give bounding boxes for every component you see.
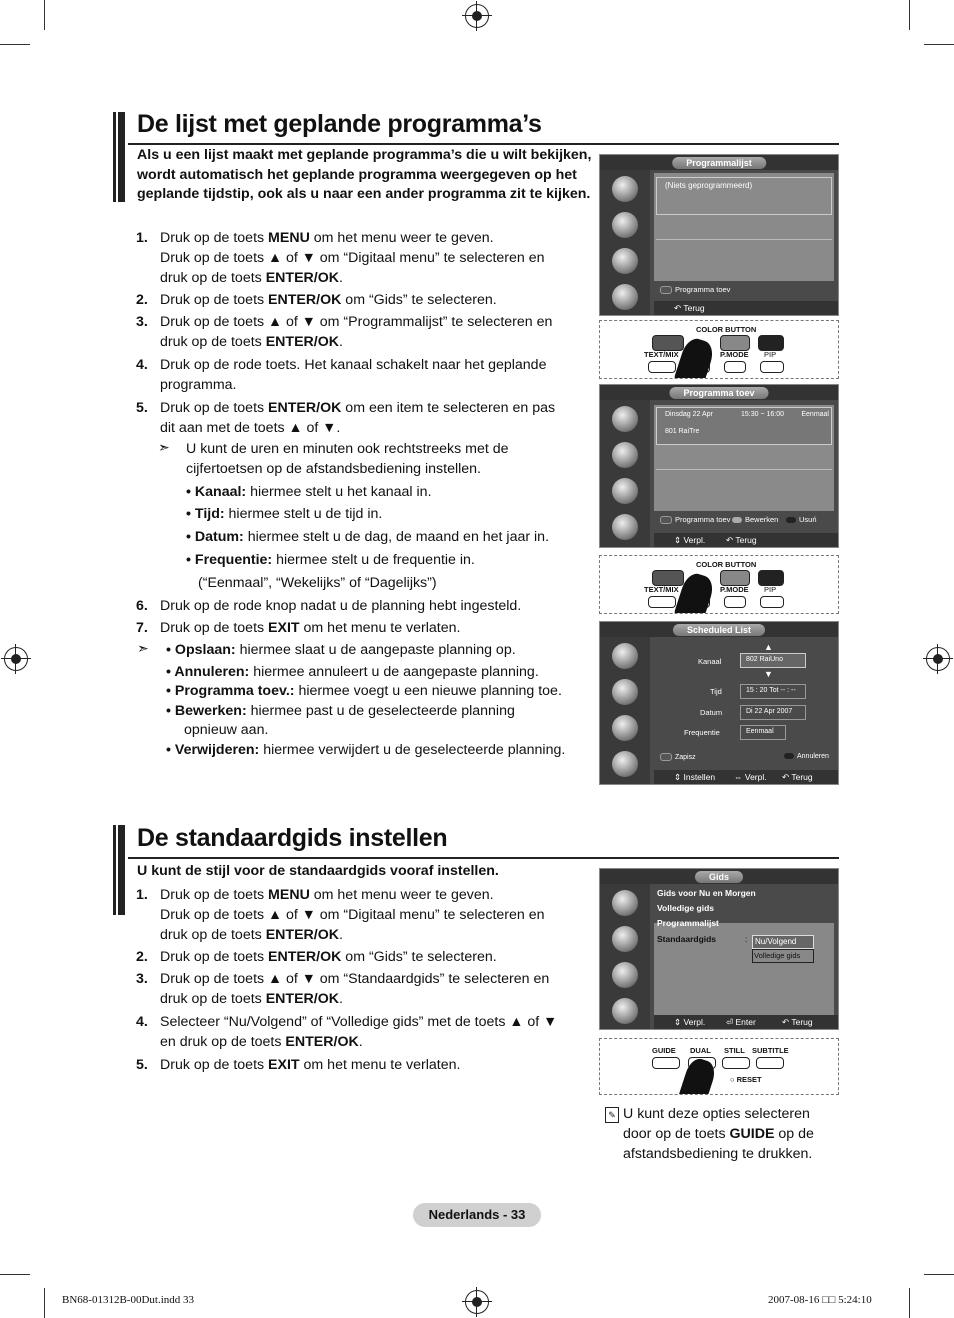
section-bar (113, 825, 125, 915)
down-arrow-icon: ▼ (764, 669, 773, 679)
step-number: 4. (136, 357, 148, 373)
registration-mark-icon (465, 1290, 489, 1314)
save-button[interactable]: Zapisz (660, 753, 696, 761)
tv-screen-scheduled-list (599, 621, 839, 785)
step-text: Druk op de toets MENU om het menu weer te geven. (160, 230, 494, 246)
note-text: U kunt deze opties selecteren (623, 1106, 810, 1122)
menu-icon (612, 478, 638, 504)
menu-icon (612, 176, 638, 202)
tip-text: U kunt de uren en minuten ook rechtstreeks met de (186, 441, 509, 457)
intro-text: Als u een lijst maakt met geplande programma’s die u wilt bekijken, wordt automatisch het geplande programma weergegeven op het geplande tijdstip, ook als u naar een ander programma zit te kijken. (137, 147, 592, 202)
date-field[interactable]: Di 22 Apr 2007 (740, 705, 806, 720)
option-nu-volgend[interactable]: Nu/Volgend (752, 935, 814, 949)
delete-button[interactable]: Usuń (786, 515, 817, 524)
menu-icon (612, 679, 638, 705)
move-hint: ⇕ Verpl. (674, 535, 706, 545)
back-button[interactable]: ↶ Terug (782, 772, 813, 782)
page-number: Nederlands - 33 (413, 1203, 541, 1227)
tv-screen-programma-toev (599, 384, 839, 548)
step-number: 3. (136, 971, 148, 987)
menu-icon (612, 926, 638, 952)
section-rule (128, 857, 839, 859)
crop-mark (0, 1274, 30, 1275)
menu-item[interactable]: Gids voor Nu en Morgen (657, 888, 756, 898)
still-button[interactable] (722, 1057, 750, 1069)
up-arrow-icon: ▲ (764, 642, 773, 652)
section-title: De lijst met geplande programma’s (137, 110, 542, 138)
action-item: • Programma toev.: hiermee voegt u een nieuwe planning toe. (166, 683, 562, 699)
enter-hint: ⏎ Enter (726, 1017, 756, 1027)
menu-icon (612, 284, 638, 310)
menu-icon (612, 962, 638, 988)
blue-button[interactable] (758, 570, 784, 586)
tip-text: cijfertoetsen op de afstandsbediening instellen. (186, 461, 481, 477)
menu-icon (612, 751, 638, 777)
step-text: Druk op de toets EXIT om het menu te verlaten. (160, 620, 461, 636)
step-text: programma. (160, 377, 237, 393)
menu-item[interactable]: Standaardgids (657, 934, 717, 944)
step-number: 7. (136, 620, 148, 636)
step-text: Druk op de toets ▲ of ▼ om “Programmalijst” te selecteren en (160, 314, 553, 330)
field-item: • Kanaal: hiermee stelt u het kanaal in. (186, 484, 432, 500)
step-text: en druk op de toets ENTER/OK. (160, 1034, 363, 1050)
action-item: opnieuw aan. (184, 722, 269, 738)
step-text: druk op de toets ENTER/OK. (160, 334, 343, 350)
step-text: druk op de toets ENTER/OK. (160, 927, 343, 943)
back-button[interactable]: ↶ Terug (674, 303, 705, 313)
file-slug: BN68-01312B-00Dut.indd 33 (62, 1294, 194, 1306)
reset-label: ○ RESET (730, 1075, 762, 1084)
step-number: 3. (136, 314, 148, 330)
note-icon: ✎ (605, 1107, 619, 1123)
action-item: • Verwijderen: hiermee verwijdert u de geselecteerde planning. (166, 742, 566, 758)
menu-icon (612, 643, 638, 669)
menu-icon (612, 998, 638, 1024)
step-number: 6. (136, 598, 148, 614)
field-item: • Frequentie: hiermee stelt u de frequentie in. (186, 552, 475, 568)
blue-button[interactable] (758, 335, 784, 351)
field-label: Datum (700, 708, 723, 717)
step-text: Selecteer “Nu/Volgend” of “Volledige gids” met de toets ▲ of ▼ (160, 1014, 558, 1030)
program-add-button[interactable]: Programma toev (660, 285, 730, 294)
crop-mark (44, 0, 45, 30)
red-button[interactable] (652, 570, 684, 586)
crop-mark (0, 44, 30, 45)
step-number: 2. (136, 949, 148, 965)
yellow-button[interactable] (720, 570, 750, 586)
step-text: druk op de toets ENTER/OK. (160, 991, 343, 1007)
step-text: Druk op de rode toets. Het kanaal schakelt naar het geplande (160, 357, 547, 373)
tv-screen-gids: Gids Gids voor Nu en Morgen Volledige gids Programmalijst Standaardgids : Nu/Volgend Volledige gids ⇕ Verpl. ⏎ Enter ↶ Terug (599, 868, 839, 1030)
screen-title: Programmalijst (672, 157, 766, 169)
action-item: • Opslaan: hiermee slaat u de aangepaste planning op. (166, 642, 516, 658)
step-text: dit aan met de toets ▲ of ▼. (160, 420, 341, 436)
step-text: druk op de toets ENTER/OK. (160, 270, 343, 286)
registration-mark-icon (465, 4, 489, 28)
pip-button[interactable] (760, 361, 784, 373)
menu-icon (612, 248, 638, 274)
step-number: 4. (136, 1014, 148, 1030)
section-rule (128, 143, 839, 145)
menu-item[interactable]: Volledige gids (657, 903, 714, 913)
step-text: Druk op de toets ▲ of ▼ om “Digitaal menu” te selecteren en (160, 907, 545, 923)
remote-crop: COLOR BUTTON TEXT/MIX P.MODE PIP (599, 555, 839, 614)
step-text: Druk op de rode knop nadat u de planning hebt ingesteld. (160, 598, 522, 614)
step-text: Druk op de toets ENTER/OK om een item te selecteren en pas (160, 400, 556, 416)
step-number: 2. (136, 292, 148, 308)
menu-icon (612, 715, 638, 741)
option-volledige-gids[interactable]: Volledige gids (752, 949, 814, 963)
pip-button[interactable] (760, 596, 784, 608)
menu-icon (612, 212, 638, 238)
step-text: Druk op de toets ▲ of ▼ om “Standaardgids” te selecteren en (160, 971, 550, 987)
list-item[interactable]: (Niets geprogrammeerd) (656, 177, 832, 215)
tip-arrow-icon: ➣ (158, 439, 170, 455)
registration-mark-icon (926, 647, 950, 671)
crop-mark (924, 1274, 954, 1275)
field-item: • Datum: hiermee stelt u de dag, de maand en het jaar in. (186, 529, 550, 545)
cancel-button[interactable]: Annuleren (784, 753, 829, 760)
field-label: Tijd (710, 687, 722, 696)
time-field[interactable]: 15 : 20 Tot -- : -- (740, 684, 806, 699)
red-button[interactable] (652, 335, 684, 351)
menu-icon (612, 406, 638, 432)
step-text: Druk op de toets ENTER/OK om “Gids” te selecteren. (160, 292, 497, 308)
remote-crop: COLOR BUTTON TEXT/MIX P.MODE PIP (599, 320, 839, 379)
crop-mark (909, 1288, 910, 1318)
step-number: 5. (136, 1057, 148, 1073)
list-item[interactable]: Dinsdag 22 Apr 15:30 ~ 16:00 Eenmaal 801 RaiTre (656, 407, 832, 445)
pmode-button[interactable] (724, 361, 746, 373)
subtitle-button[interactable] (756, 1057, 784, 1069)
text-mix-button[interactable] (648, 361, 676, 373)
screen-title: Gids (695, 871, 743, 883)
back-button[interactable]: ↶ Terug (782, 1017, 813, 1027)
field-label: Frequentie (684, 728, 720, 737)
edit-button[interactable]: Bewerken (732, 515, 778, 524)
step-number: 5. (136, 400, 148, 416)
field-label: Kanaal (698, 657, 722, 666)
step-text: Druk op de toets ENTER/OK om “Gids” te selecteren. (160, 949, 497, 965)
menu-icon (612, 442, 638, 468)
tip-arrow-icon: ➣ (137, 640, 149, 656)
remote-crop: GUIDE DUAL STILL SUBTITLE ○ RESET (599, 1038, 839, 1095)
note-text: afstandsbediening te drukken. (623, 1146, 813, 1162)
section-title: De standaardgids instellen (137, 824, 448, 852)
tv-screen-programmalijst (599, 154, 839, 316)
step-text: Druk op de toets ▲ of ▼ om “Digitaal menu” te selecteren en (160, 250, 545, 266)
channel-field[interactable]: 802 RaiUno (740, 653, 806, 668)
screen-title: Programma toev (669, 387, 768, 399)
yellow-button[interactable] (720, 335, 750, 351)
back-button[interactable]: ↶ Terug (726, 535, 757, 545)
field-item: • Tijd: hiermee stelt u de tijd in. (186, 506, 383, 522)
registration-mark-icon (4, 647, 28, 671)
action-item: • Bewerken: hiermee past u de geselecteerde planning (166, 703, 515, 719)
menu-icon (612, 514, 638, 540)
screen-title: Scheduled List (673, 624, 765, 636)
crop-mark (924, 44, 954, 45)
freq-options: (“Eenmaal”, “Wekelijks” of “Dagelijks”) (198, 575, 437, 591)
menu-icon (612, 890, 638, 916)
guide-button[interactable] (652, 1057, 680, 1069)
step-number: 1. (136, 887, 148, 903)
text-mix-button[interactable] (648, 596, 676, 608)
action-item: • Annuleren: hiermee annuleert u de aangepaste planning. (166, 664, 539, 680)
section-bar (113, 112, 125, 202)
frequency-field[interactable]: Eenmaal (740, 725, 786, 740)
step-text: Druk op de toets EXIT om het menu te verlaten. (160, 1057, 461, 1073)
menu-item[interactable]: Programmalijst (657, 918, 719, 928)
note-text: door op de toets GUIDE op de (623, 1126, 814, 1142)
program-add-button[interactable]: Programma toev (660, 515, 730, 524)
crop-mark (909, 0, 910, 30)
pmode-button[interactable] (724, 596, 746, 608)
crop-mark (44, 1288, 45, 1318)
step-text: Druk op de toets MENU om het menu weer te geven. (160, 887, 494, 903)
move-hint: ⇕ Verpl. (674, 1017, 706, 1027)
step-number: 1. (136, 230, 148, 246)
date-slug: 2007-08-16 □□ 5:24:10 (768, 1294, 872, 1306)
move-hint: ⇔ Verpl. (734, 772, 767, 782)
set-hint: ⇕ Instellen (674, 772, 716, 782)
intro-text: U kunt de stijl voor de standaardgids vooraf instellen. (137, 863, 499, 879)
